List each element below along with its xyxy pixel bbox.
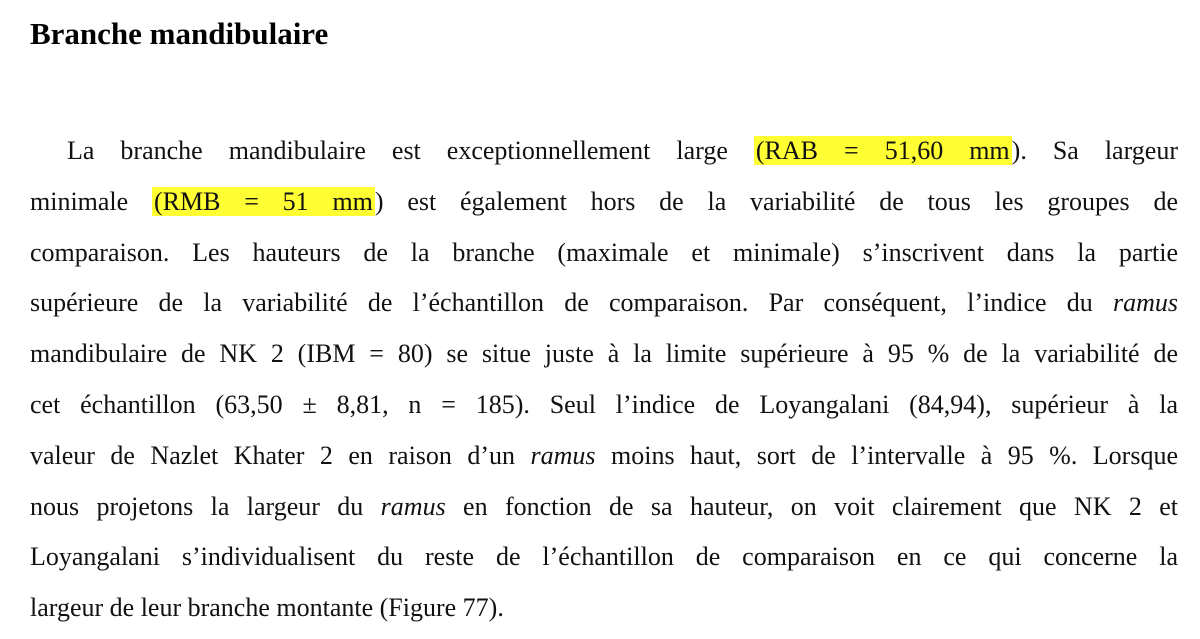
text-run: minimale [30, 186, 152, 216]
text-run: moins haut, sort de l’intervalle à 95 %. Lorsque [595, 440, 1178, 470]
paragraph-line: largeur de leur branche montante (Figure 77). [30, 593, 504, 623]
text-run: ) est également hors de la variabilité de tous les groupes de [374, 186, 1178, 216]
italic-term: ramus [1112, 288, 1178, 318]
text-run: en fonction de sa hauteur, on voit clairement que NK 2 et [445, 491, 1178, 521]
paragraph-line: mandibulaire de NK 2 (IBM = 80) se situe juste à la limite supérieure à 95 % de la variabilité de [30, 339, 1178, 369]
paragraph-line [30, 482, 1178, 533]
paragraph-line [30, 431, 1178, 482]
text-run: nous projetons la largeur du [30, 491, 381, 521]
highlighted-measurement-rmb: (RMB = 51 mm [153, 186, 373, 216]
paragraph-line [30, 126, 1178, 177]
text-run: supérieure de la variabilité de l’échantillon de comparaison. Par conséquent, l’indice du [30, 288, 1113, 318]
text-run: valeur de Nazlet Khater 2 en raison d’un [30, 440, 531, 470]
paragraph-line: cet échantillon (63,50 ± 8,81, n = 185). Seul l’indice de Loyangalani (84,94), supérieur à la [30, 389, 1178, 419]
body-paragraph [30, 126, 1178, 634]
highlighted-measurement-rab: (RAB = 51,60 mm [755, 136, 1010, 165]
text-run: ). Sa largeur [1011, 136, 1178, 165]
italic-term: ramus [380, 491, 446, 521]
paragraph-line: comparaison. Les hauteurs de la branche (maximale et minimale) s’inscrivent dans la partie [30, 237, 1178, 267]
paragraph-line [30, 177, 1178, 228]
paragraph-line [30, 278, 1178, 329]
section-heading: Branche mandibulaire [30, 16, 329, 51]
paragraph-line: Loyangalani s’individualisent du reste de l’échantillon de comparaison en ce qui concerne la [30, 542, 1178, 572]
text-run: La branche mandibulaire est exceptionnellement large [67, 136, 754, 165]
italic-term: ramus [530, 440, 596, 470]
